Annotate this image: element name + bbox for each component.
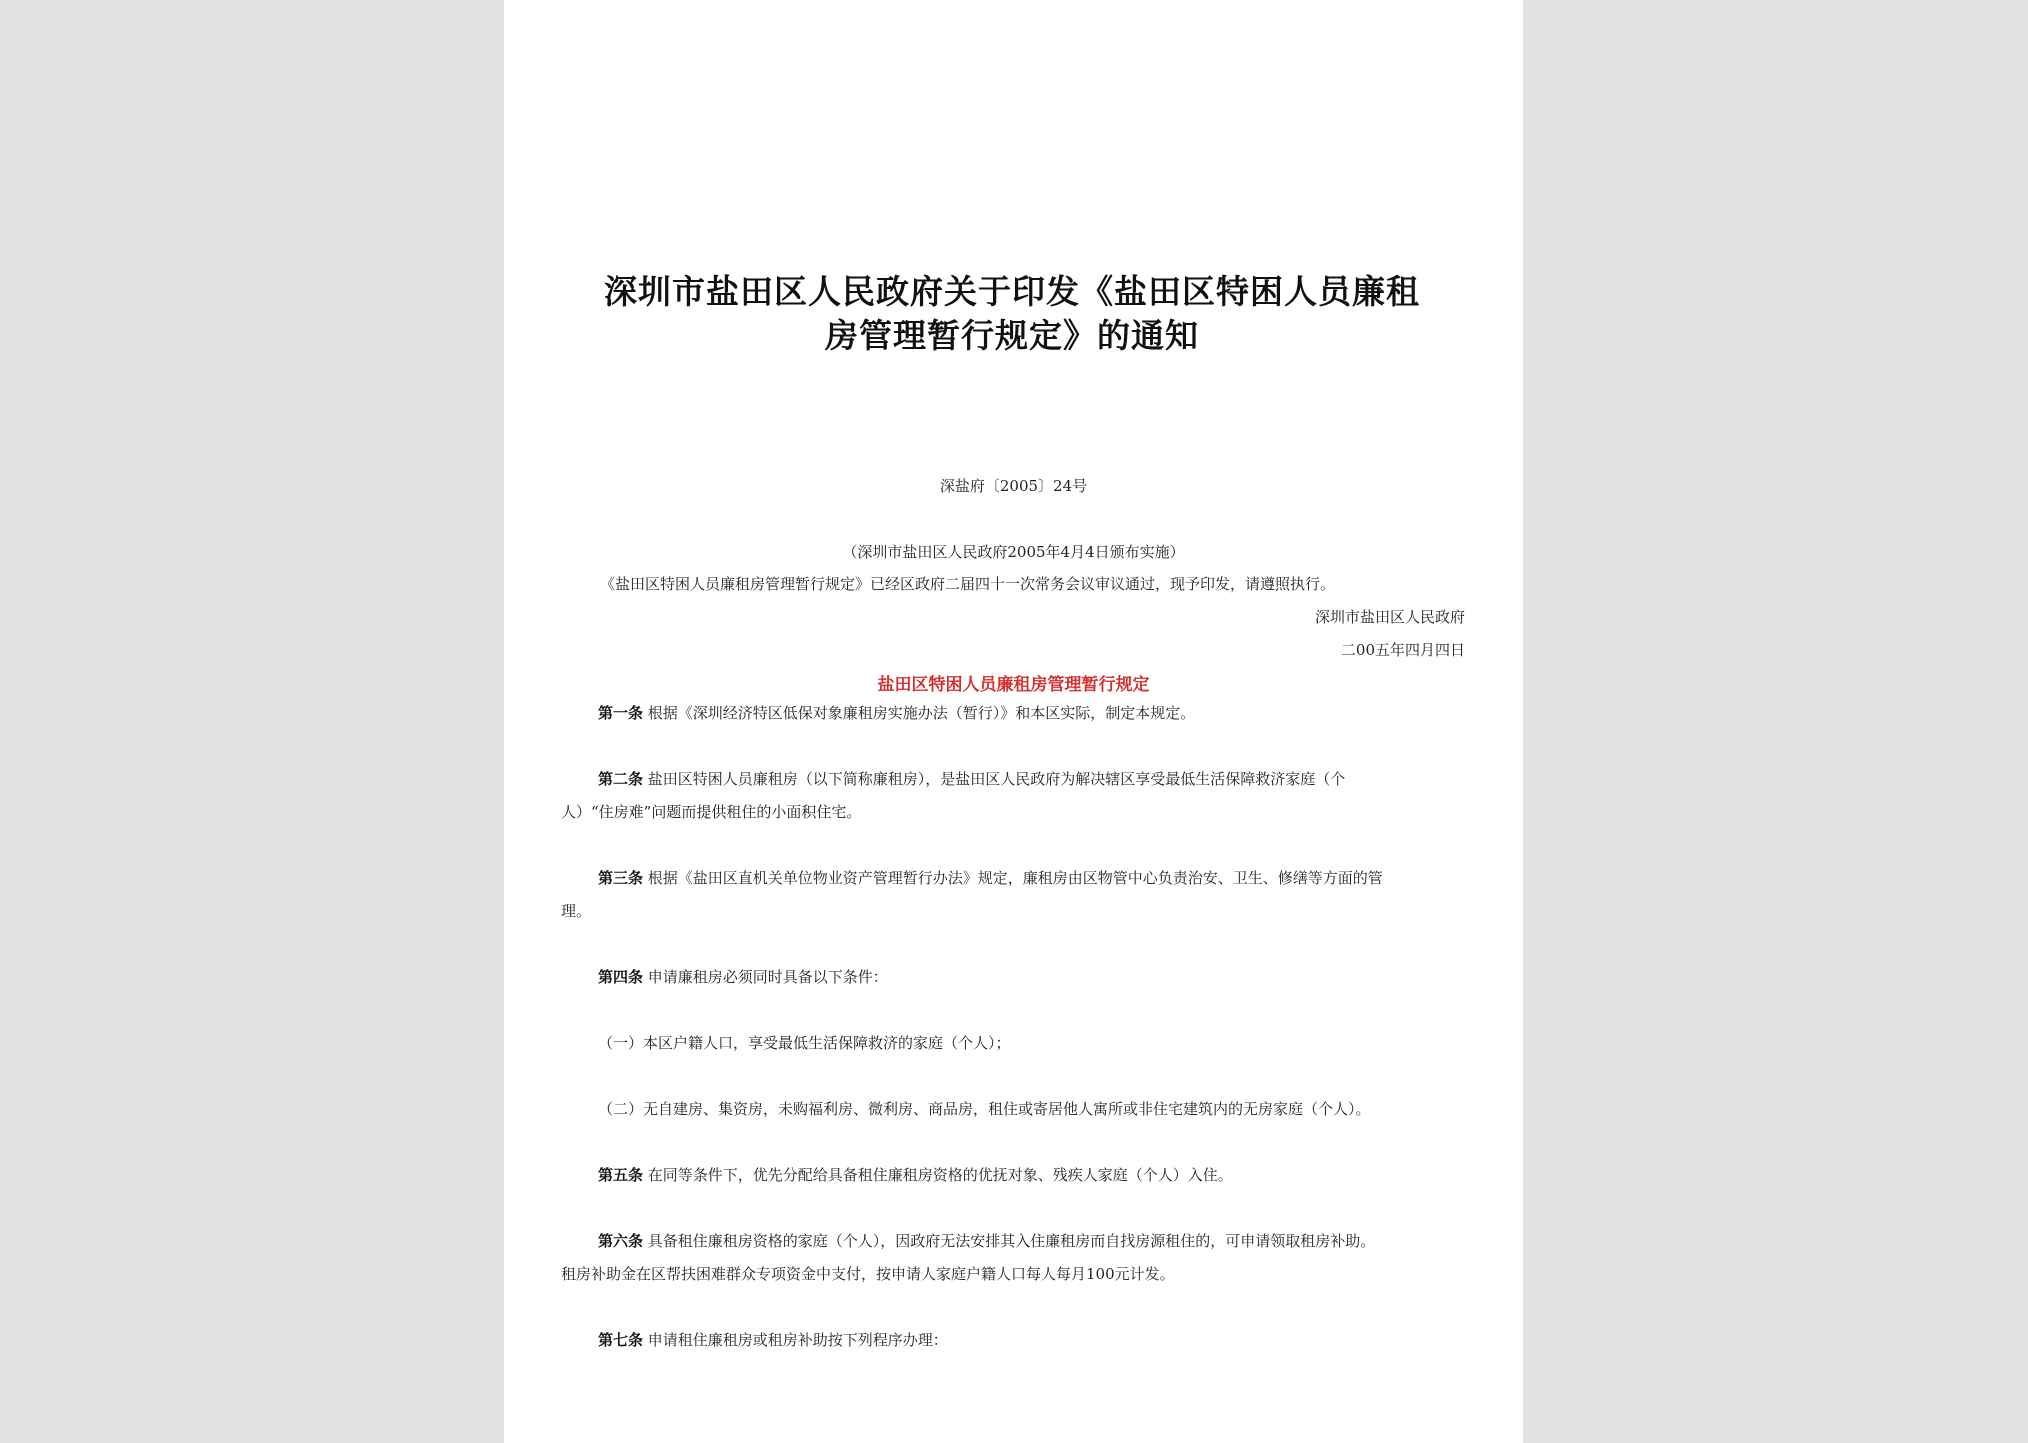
article-7 (561, 1324, 1466, 1357)
article-6 (561, 1225, 1466, 1291)
article-label: 第二条 (598, 770, 644, 788)
intro-paragraph: 《盐田区特困人员廉租房管理暂行规定》已经区政府二届四十一次常务会议审议通过，现予印发，请遵照执行。 (600, 575, 1336, 593)
document-page (504, 0, 1523, 1443)
issuance-note: （深圳市盐田区人民政府2005年4月4日颁布实施） (842, 543, 1185, 561)
article-3 (561, 862, 1466, 928)
article-label: 第四条 (598, 968, 644, 986)
article-label: 第三条 (598, 869, 644, 887)
article-1 (561, 697, 1466, 730)
signer: 深圳市盐田区人民政府 (1314, 608, 1465, 626)
article-text: 根据《深圳经济特区低保对象廉租房实施办法（暂行）》和本区实际，制定本规定。 (647, 704, 1196, 722)
article-text: 盐田区特困人员廉租房（以下简称廉租房），是盐田区人民政府为解决辖区享受最低生活保障救济家庭（个 (647, 770, 1346, 788)
article-text: 申请租住廉租房或租房补助按下列程序办理： (647, 1331, 948, 1349)
clause-text: （二）无自建房、集资房，未购福利房、微利房、商品房，租住或寄居他人寓所或非住宅建筑内的无房家庭（个人）。 (598, 1100, 1371, 1118)
article-2 (561, 763, 1466, 829)
clause-1 (561, 1027, 1466, 1060)
article-text-continued: 租房补助金在区帮扶困难群众专项资金中支付，按申请人家庭户籍人口每人每月100元计发。 (561, 1265, 1175, 1283)
article-text: 申请廉租房必须同时具备以下条件： (647, 968, 888, 986)
article-text: 具备租住廉租房资格的家庭（个人），因政府无法安排其入住廉租房而自找房源租住的，可申请领取租房补助。 (647, 1232, 1376, 1250)
article-text-continued: 理。 (561, 902, 592, 920)
document-title-line-1: 深圳市盐田区人民政府关于印发《盐田区特困人员廉租 (604, 272, 1420, 311)
article-text: 在同等条件下，优先分配给具备租住廉租房资格的优抚对象、残疾人家庭（个人）入住。 (647, 1166, 1233, 1184)
issue-date: 二00五年四月四日 (1340, 641, 1465, 659)
article-label: 第六条 (598, 1232, 644, 1250)
document-number: 深盐府〔2005〕24号 (939, 477, 1088, 495)
clause-text: （一）本区户籍人口，享受最低生活保障救济的家庭（个人）； (598, 1034, 1011, 1052)
article-label: 第一条 (598, 704, 644, 722)
clause-2 (561, 1093, 1466, 1126)
article-label: 第五条 (598, 1166, 644, 1184)
article-text: 根据《盐田区直机关单位物业资产管理暂行办法》规定，廉租房由区物管中心负责治安、卫生、修缮等方面的管 (647, 869, 1383, 887)
article-label: 第七条 (598, 1331, 644, 1349)
article-5 (561, 1159, 1466, 1192)
article-text-continued: 人）“住房难”问题而提供租住的小面积住宅。 (561, 803, 862, 821)
document-title-line-2: 房管理暂行规定》的通知 (825, 316, 1199, 355)
article-4 (561, 961, 1466, 994)
regulation-subtitle: 盐田区特困人员廉租房管理暂行规定 (877, 675, 1150, 695)
